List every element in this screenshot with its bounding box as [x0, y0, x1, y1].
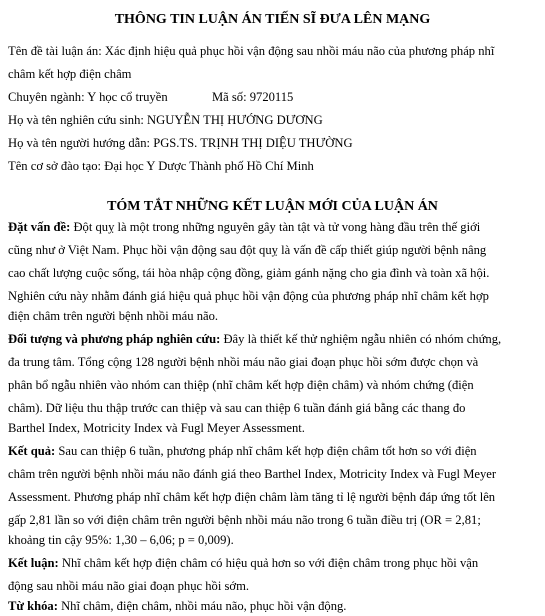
- methods-text: Đây là thiết kế thử nghiệm ngẫu nhiên có nhóm chứng,: [223, 332, 502, 346]
- institution-line: [8, 158, 538, 174]
- intro-line-3: cao chất lượng cuộc sống, tái hòa nhập cộng đồng, giảm gánh nặng cho gia đình và toàn xã hội.: [8, 266, 490, 280]
- code-label: Mã số:: [211, 90, 247, 104]
- keywords-line: [8, 598, 538, 614]
- results-line-5: khoảng tin cậy 95%: 1,30 – 6,06; p = 0,009).: [8, 533, 234, 547]
- student-line: [8, 112, 538, 128]
- results-line-3: Assessment. Phương pháp nhĩ châm kết hợp điện châm làm tăng tỉ lệ người bệnh đáp ứng tốt lên: [8, 490, 496, 504]
- header-title: THÔNG TIN LUẬN ÁN TIẾN SĨ ĐƯA LÊN MẠNG: [114, 12, 431, 27]
- methods-line-2: đa trung tâm. Tổng cộng 128 người bệnh nhồi máu não giai đoạn phục hồi sớm được chọn và: [8, 355, 479, 369]
- conclusion-line-2: động sau nhồi máu não giai đoạn phục hồi sớm.: [8, 579, 250, 593]
- major-line: [8, 89, 538, 105]
- advisor-value: PGS.TS. TRỊNH THỊ DIỆU THƯỜNG: [153, 136, 353, 150]
- methods-line-1: [8, 331, 538, 347]
- thesis-title-value: Xác định hiệu quả phục hồi vận động sau nhồi máu não của phương pháp nhĩ: [104, 44, 495, 58]
- conclusion-line-1: [8, 555, 538, 571]
- results-line-2: châm trên người bệnh nhồi máu não đánh giá theo Barthel Index, Motricity Index và Fugl Meyer: [8, 467, 497, 481]
- institution-label: Tên cơ sở đào tạo:: [8, 159, 102, 173]
- methods-line-4: châm). Dữ liệu thu thập trước can thiệp và sau can thiệp 6 tuần đánh giá bằng các thang đo: [8, 401, 466, 415]
- keywords-label: Từ khóa:: [8, 599, 58, 613]
- major-label: Chuyên ngành:: [8, 90, 85, 104]
- thesis-title-continued: châm kết hợp điện châm: [8, 67, 132, 81]
- student-label: Họ và tên nghiên cứu sinh:: [8, 113, 144, 127]
- intro-line-1: [8, 219, 538, 235]
- code-value: 9720115: [249, 90, 294, 104]
- results-line-1: [8, 443, 538, 459]
- intro-label: Đặt vấn đề:: [8, 220, 71, 234]
- intro-text: Đột quỵ là một trong những nguyên gây tàn tật và tử vong hàng đầu trên thế giới: [73, 220, 481, 234]
- results-line-4: gấp 2,81 lần so với điện châm trên người bệnh nhồi máu não trong 6 tuần điều trị (OR = 2,81;: [8, 513, 481, 527]
- intro-line-4: Nghiên cứu này nhằm đánh giá hiệu quả phục hồi vận động của phương pháp nhĩ châm kết hợp: [8, 289, 489, 303]
- thesis-title-line: [8, 43, 538, 59]
- conclusion-label: Kết luận:: [8, 556, 59, 570]
- results-text: Sau can thiệp 6 tuần, phương pháp nhĩ châm kết hợp điện châm tốt hơn so với điện: [58, 444, 477, 458]
- keywords-value: Nhĩ châm, điện châm, nhồi máu não, phục hồi vận động.: [61, 599, 347, 613]
- advisor-label: Họ và tên người hướng dẫn:: [8, 136, 151, 150]
- intro-line-2: cũng như ở Việt Nam. Phục hồi vận động sau đột quỵ là vấn đề cấp thiết giúp người bệnh nâng: [8, 243, 487, 257]
- institution-value: Đại học Y Dược Thành phố Hồ Chí Minh: [104, 159, 314, 173]
- intro-line-5: điện châm trên người bệnh nhồi máu não.: [8, 309, 219, 323]
- methods-line-3: phân bổ ngẫu nhiên vào nhóm can thiệp (nhĩ châm kết hợp điện châm) và nhóm chứng (điện: [8, 378, 474, 392]
- conclusion-text: Nhĩ châm kết hợp điện châm có hiệu quả hơn so với điện châm trong phục hồi vận: [61, 556, 479, 570]
- methods-line-5: Barthel Index, Motricity Index và Fugl Meyer Assessment.: [8, 421, 305, 435]
- thesis-title-label: Tên đề tài luận án:: [8, 44, 102, 58]
- results-label: Kết quả:: [8, 444, 56, 458]
- student-value: NGUYỄN THỊ HƯỚNG DƯƠNG: [147, 113, 323, 127]
- summary-title: TÓM TẮT NHỮNG KẾT LUẬN MỚI CỦA LUẬN ÁN: [107, 199, 438, 214]
- methods-label: Đối tượng và phương pháp nghiên cứu:: [8, 332, 221, 346]
- advisor-line: [8, 135, 538, 151]
- major-value: Y học cổ truyền: [87, 90, 168, 104]
